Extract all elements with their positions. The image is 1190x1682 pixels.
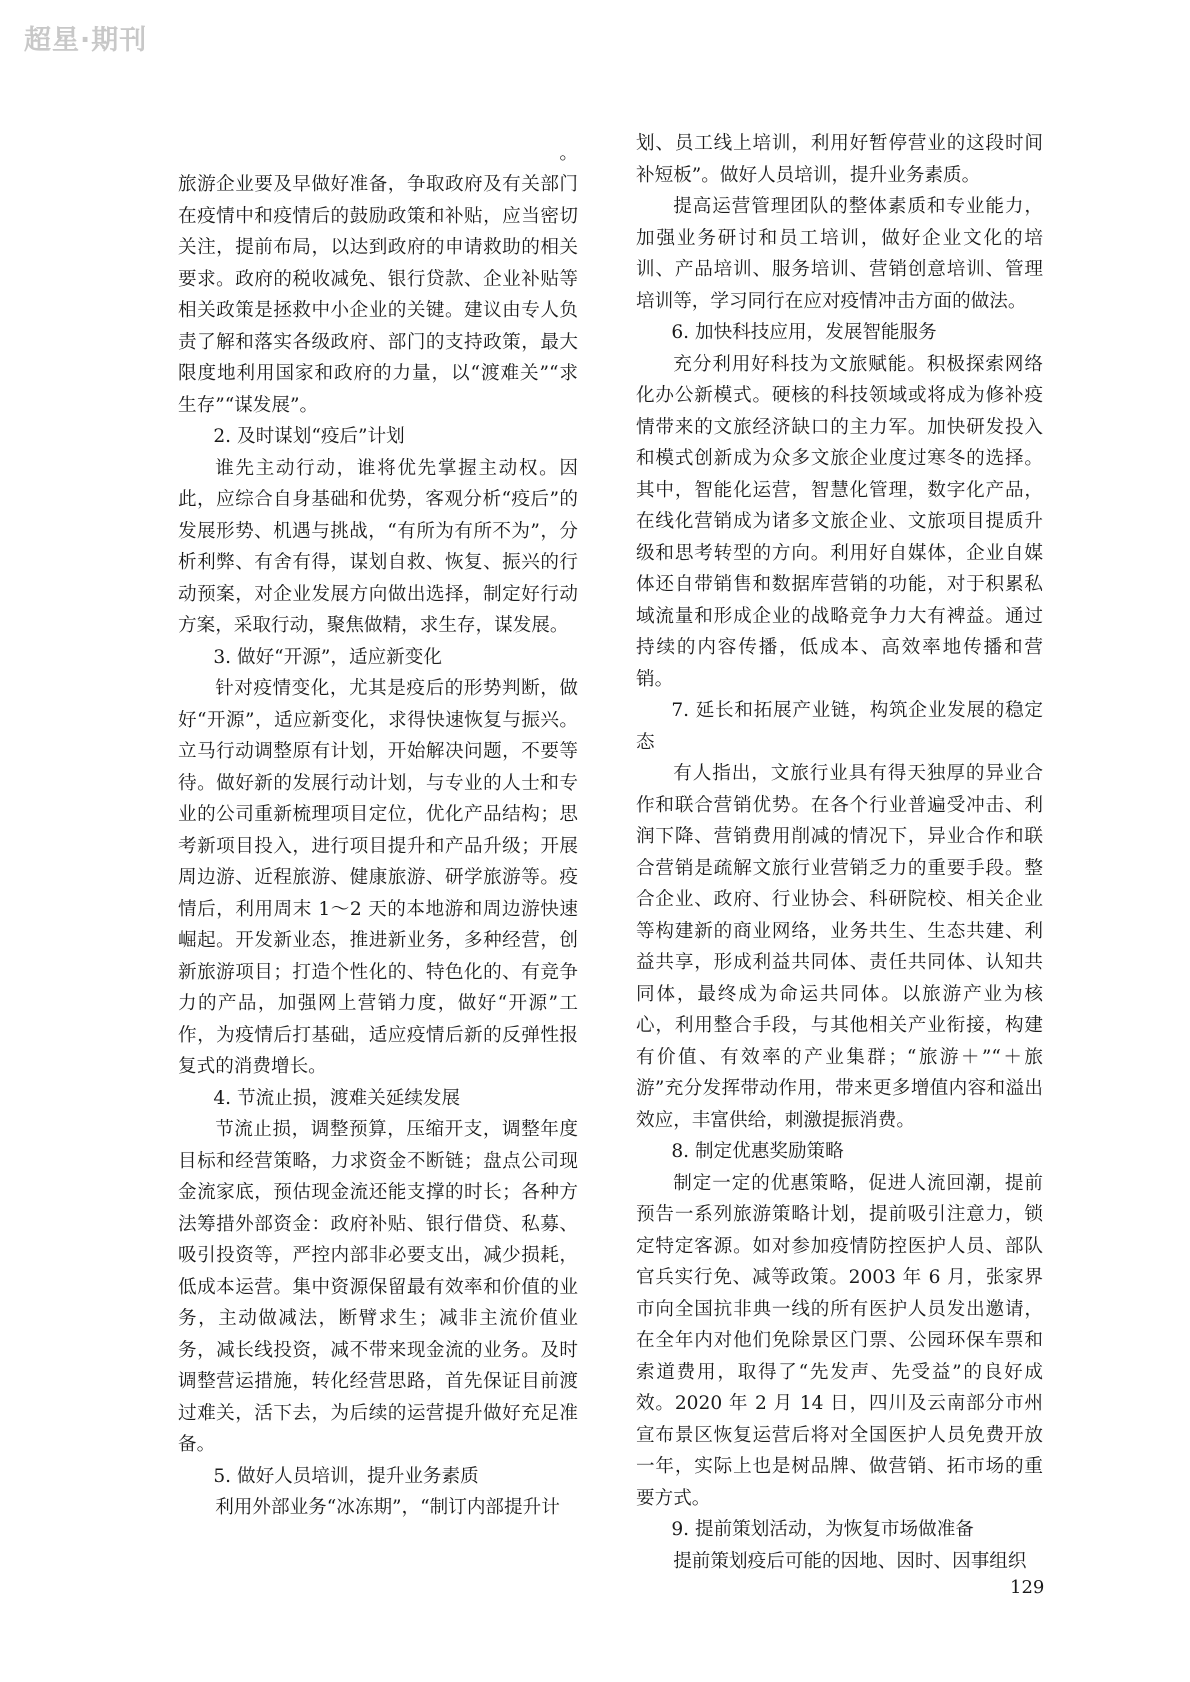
paragraph: 旅游企业要及早做好准备，争取政府及有关部门在疫情中和疫情后的鼓励政策和补贴，应当密切关注，提前布局，以达到政府的申请救助的相关要求。政府的税收减免、银行贷款、企业补贴等相关政策是拯救中小企业的关键。建议由专人负责了解和落实各级政府、部门的支持政策，最大限度地利用国家和政府的力量，以“渡难关”“求生存”“谋发展”。 xyxy=(178,174,578,416)
paragraph: 划、员工线上培训，利用好暂停营业的这段时间补短板”。做好人员培训，提升业务素质。 xyxy=(636,133,1043,186)
paragraph: 提高运营管理团队的整体素质和专业能力，加强业务研讨和员工培训，做好企业文化的培训、产品培训、服务培训、营销创意培训、管理培训等，学习同行在应对疫情冲击方面的做法。 xyxy=(636,196,1043,312)
section-heading: 4. 节流止损，渡难关延续发展 xyxy=(213,1087,461,1109)
paragraph: 提前策划疫后可能的因地、因时、因事组织 xyxy=(673,1550,1027,1572)
paragraph: 有人指出，文旅行业具有得天独厚的异业合作和联合营销优势。在各个行业普遍受冲击、利润下降、营销费用削减的情况下，异业合作和联合营销是疏解文旅行业营销乏力的重要手段。整合企业、政府、行业协会、科研院校、相关企业等构建新的商业网络，业务共生、生态共建、利益共享，形成利益共同体、责任共同体、认知共同体，最终成为命运共同体。以旅游产业为核心，利用整合手段，与其他相关产业衔接，构建有价值、有效率的产业集群；“旅游＋”“＋旅游”充分发挥带动作用，带来更多增值内容和溢出效应，丰富供给，刺激提振消费。 xyxy=(636,763,1043,1131)
watermark-logo: 超星·期刊 xyxy=(24,25,148,56)
page-number: 129 xyxy=(1010,1577,1045,1598)
section-heading: 5. 做好人员培训，提升业务素质 xyxy=(213,1465,479,1487)
section-heading: 8. 制定优惠奖励策略 xyxy=(671,1141,844,1162)
section-heading: 3. 做好“开源”，适应新变化 xyxy=(213,646,442,668)
section-heading: 9. 提前策划活动，为恢复市场做准备 xyxy=(671,1519,974,1540)
section-heading: 6. 加快科技应用，发展智能服务 xyxy=(671,322,937,343)
section-heading: 7. 延长和拓展产业链，构筑企业发展的稳定态 xyxy=(636,700,1043,753)
right-column xyxy=(636,128,1043,1577)
paragraph: 充分利用好科技为文旅赋能。积极探索网络化办公新模式。硬核的科技领域或将成为修补疫情带来的文旅经济缺口的主力军。加快研发投入和模式创新成为众多文旅企业度过寒冬的选择。其中，智能化运营，智慧化管理，数字化产品，在线化营销成为诸多文旅企业、文旅项目提质升级和思考转型的方向。利用好自媒体，企业自媒体还自带销售和数据库营销的功能，对于积累私域流量和形成企业的战略竞争力大有裨益。通过持续的内容传播，低成本、高效率地传播和营销。 xyxy=(636,353,1043,690)
paragraph: 制定一定的优惠策略，促进人流回潮，提前预告一系列旅游策略计划，提前吸引注意力，锁定特定客源。如对参加疫情防控医护人员、部队官兵实行免、减等政策。2003 年 6 月，张家界市向全国抗非典一线的所有医护人员发出邀请，在全年内对他们免除景区门票、公园环保车票和索道费用，取得了“先发声、先受益”的良好成效。2020 年 2 月 14 日，四川及云南部分市州宣布景区恢复运营后将对全国医护人员免费开放一年，实际上也是树品牌、做营销、拓市场的重要方式。 xyxy=(636,1172,1043,1509)
stray-mark: 。 xyxy=(559,143,578,164)
paragraph: 节流止损，调整预算，压缩开支，调整年度目标和经营策略，力求资金不断链；盘点公司现金流家底，预估现金流还能支撑的时长；各种方法筹措外部资金：政府补贴、银行借贷、私募、吸引投资等，严控内部非必要支出，减少损耗，低成本运营。集中资源保留最有效率和价值的业务，主动做减法，断臂求生；减非主流价值业务，减长线投资，减不带来现金流的业务。及时调整营运措施，转化经营思路，首先保证目前渡过难关，活下去，为后续的运营提升做好充足准备。 xyxy=(178,1119,578,1455)
paragraph: 谁先主动行动，谁将优先掌握主动权。因此，应综合自身基础和优势，客观分析“疫后”的发展形势、机遇与挑战，“有所为有所不为”，分析利弊、有舍有得，谋划自救、恢复、振兴的行动预案，对企业发展方向做出选择，制定好行动方案，采取行动，聚焦做精，求生存，谋发展。 xyxy=(178,457,578,636)
paragraph: 针对疫情变化，尤其是疫后的形势判断，做好“开源”，适应新变化，求得快速恢复与振兴。立马行动调整原有计划，开始解决问题，不要等待。做好新的发展行动计划，与专业的人士和专业的公司重新梳理项目定位，优化产品结构；思考新项目投入，进行项目提升和产品升级；开展周边游、近程旅游、健康旅游、研学旅游等。疫情后，利用周末 1～2 天的本地游和周边游快速崛起。开发新业态，推进新业务，多种经营，创新旅游项目；打造个性化的、特色化的、有竞争力的产品，加强网上营销力度，做好“开源”工作，为疫情后打基础，适应疫情后新的反弹性报复式的消费增长。 xyxy=(178,678,578,1077)
paragraph: 利用外部业务“冰冻期”，“制订内部提升计 xyxy=(215,1497,560,1518)
left-column xyxy=(178,138,578,1524)
section-heading: 2. 及时谋划“疫后”计划 xyxy=(213,426,405,447)
